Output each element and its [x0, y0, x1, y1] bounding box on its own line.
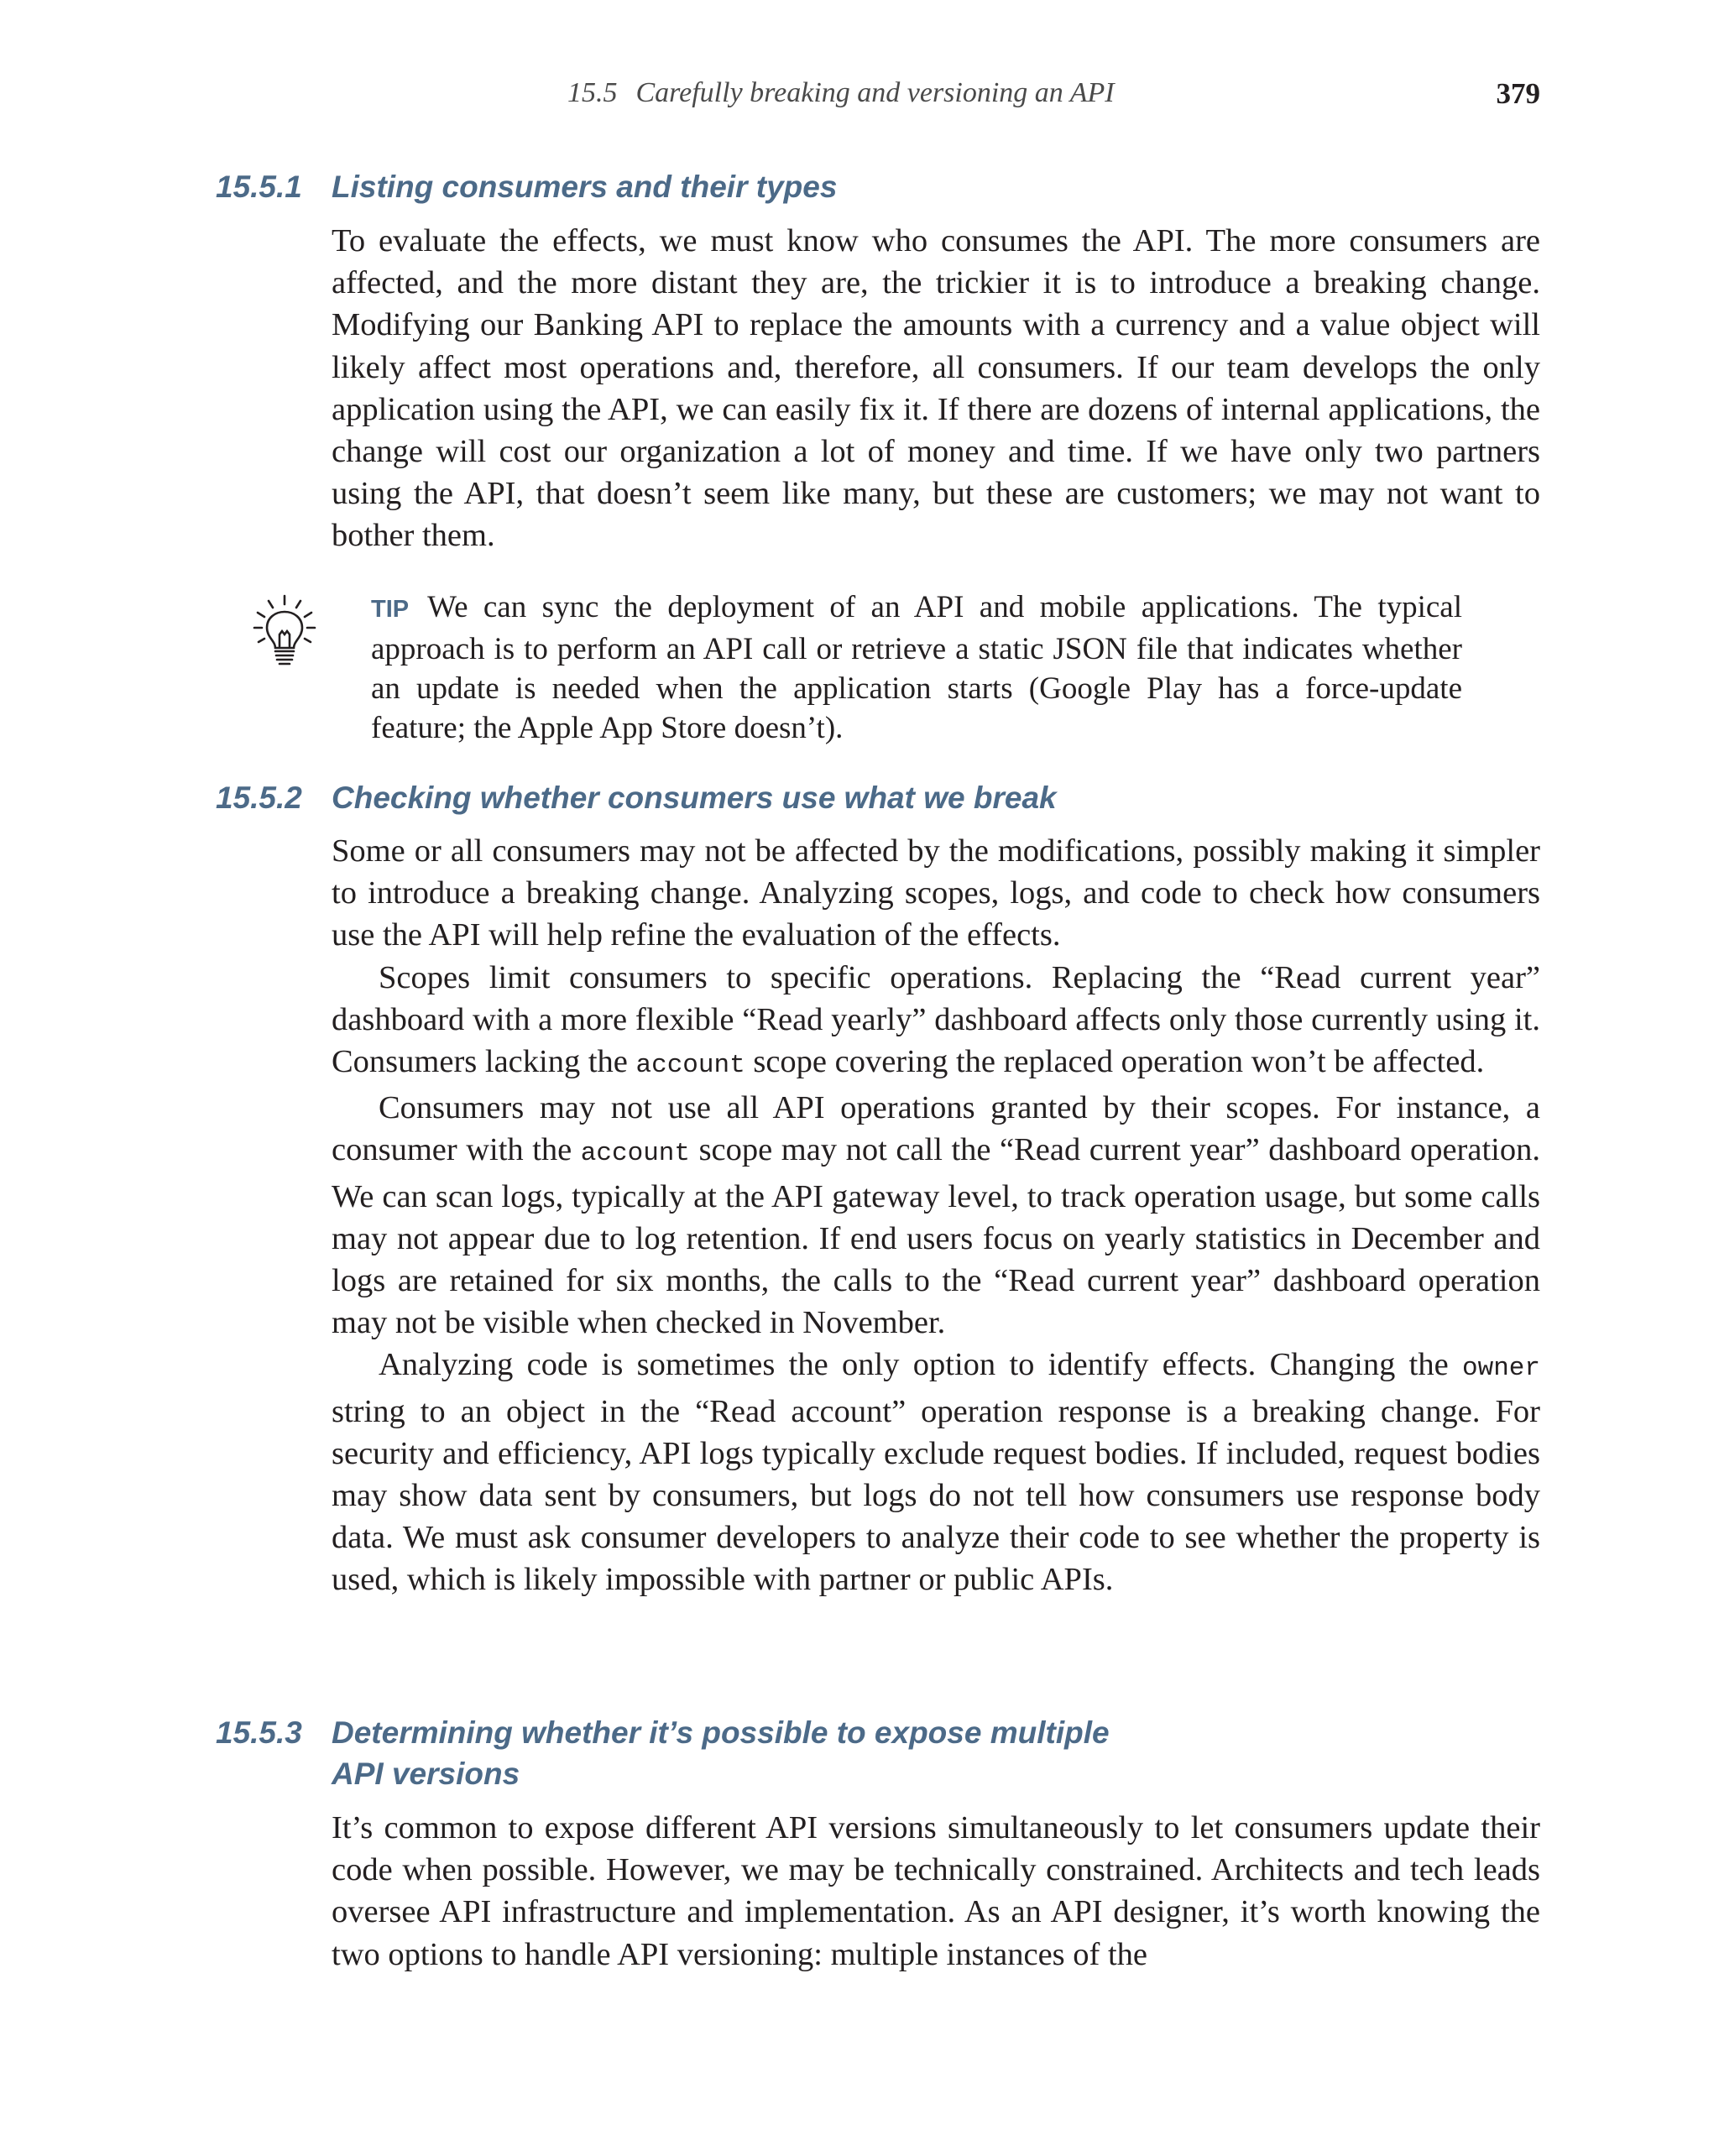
- section-title: Listing consumers and their types: [332, 170, 838, 204]
- section-body-15-5-2: [332, 830, 1540, 1601]
- section-title-line-2: API versions: [332, 1757, 520, 1791]
- section-number: 15.5.2: [216, 780, 302, 815]
- tip-text: [371, 587, 1462, 748]
- paragraph: [332, 1344, 1540, 1600]
- text-run: Analyzing code is sometimes the only option to identify effects. Changing the: [379, 1347, 1462, 1383]
- tip-callout: [252, 587, 1477, 747]
- section-title: Checking whether consumers use what we break: [332, 780, 1057, 815]
- section-body-15-5-1: [332, 220, 1540, 557]
- running-head-title: [567, 77, 1115, 109]
- running-head-section-number: 15.5: [567, 77, 618, 108]
- paragraph: To evaluate the effects, we must know who consumes the API. The more consumers are affected, and the more distant they are, the trickier it is to introduce a breaking change. Modifying our Banking API to replace the amounts with a currency and a value object will likely affect most operations and, therefore, all consumers. If our team develops the only application using the API, we can easily fix it. If there are dozens of internal applications, the change will cost our organization a lot of money and time. If we have only two partners using the API, that doesn’t seem like many, but these are customers; we may not want to bother them.: [332, 223, 1540, 554]
- section-number: 15.5.3: [216, 1715, 302, 1750]
- lightbulb-icon: [252, 594, 317, 670]
- text-run: scope may not call the “Read current year” dashboard operation. We can scan logs, typically at the API gateway level, to track operation usage, but some calls may not appear due to log retention. If end users focus on yearly statistics in December and logs are retained for six months, the calls to the “Read current year” dashboard operation may not be visible when checked in November.: [332, 1132, 1540, 1341]
- paragraph: [332, 957, 1540, 1088]
- text-run: string to an object in the “Read account” operation response is a breaking change. For security and efficiency, API logs typically exclude request bodies. If included, request bodies may show data sent by consumers, but logs do not tell how consumers use response body data. We must ask consumer developers to analyze their code to see whether the property is used, which is likely impossible with partner or public APIs.: [332, 1393, 1540, 1598]
- text-run: Scopes limit consumers to specific operations. Replacing the “Read current year” dashboard with a more flexible “Read yearly” dashboard affects only those currently using it. Consumers lacking the: [332, 959, 1540, 1080]
- section-number: 15.5.1: [216, 170, 302, 204]
- paragraph: Some or all consumers may not be affected by the modifications, possibly making it simpler to introduce a breaking change. Analyzing scopes, logs, and code to check how consumers use the API will help refine the evaluation of the effects.: [332, 833, 1540, 953]
- inline-code: account: [580, 1139, 691, 1169]
- tip-body: We can sync the deployment of an API and mobile applications. The typical approach is to perform an API call or retrieve a static JSON file that indicates whether an update is needed when the application starts (Google Play has a force-update feature; the Apple App Store doesn’t).: [371, 590, 1462, 745]
- text-run: scope covering the replaced operation won’t be affected.: [745, 1044, 1485, 1080]
- running-head: [0, 77, 1719, 119]
- section-body-15-5-3: [332, 1807, 1540, 1976]
- tip-label: TIP: [371, 596, 410, 623]
- section-heading-15-5-1: [216, 166, 837, 207]
- running-head-section-title: Carefully breaking and versioning an API: [635, 77, 1115, 108]
- section-heading-15-5-3: [216, 1712, 1110, 1794]
- section-title-line-1: Determining whether it’s possible to expose multiple: [332, 1715, 1110, 1750]
- page-number: 379: [1496, 77, 1540, 110]
- section-heading-15-5-2: [216, 777, 1057, 818]
- paragraph: It’s common to expose different API versions simultaneously to let consumers update their code when possible. However, we may be technically constrained. Architects and tech leads oversee API infrastructure and implementation. As an API designer, it’s worth knowing the two options to handle API versioning: multiple instances of the: [332, 1810, 1540, 1972]
- inline-code: account: [635, 1051, 745, 1081]
- paragraph: [332, 1087, 1540, 1344]
- text-run: Consumers may not use all API operations granted by their scopes. For instance, a consumer with the: [332, 1090, 1540, 1168]
- inline-code: owner: [1461, 1354, 1540, 1384]
